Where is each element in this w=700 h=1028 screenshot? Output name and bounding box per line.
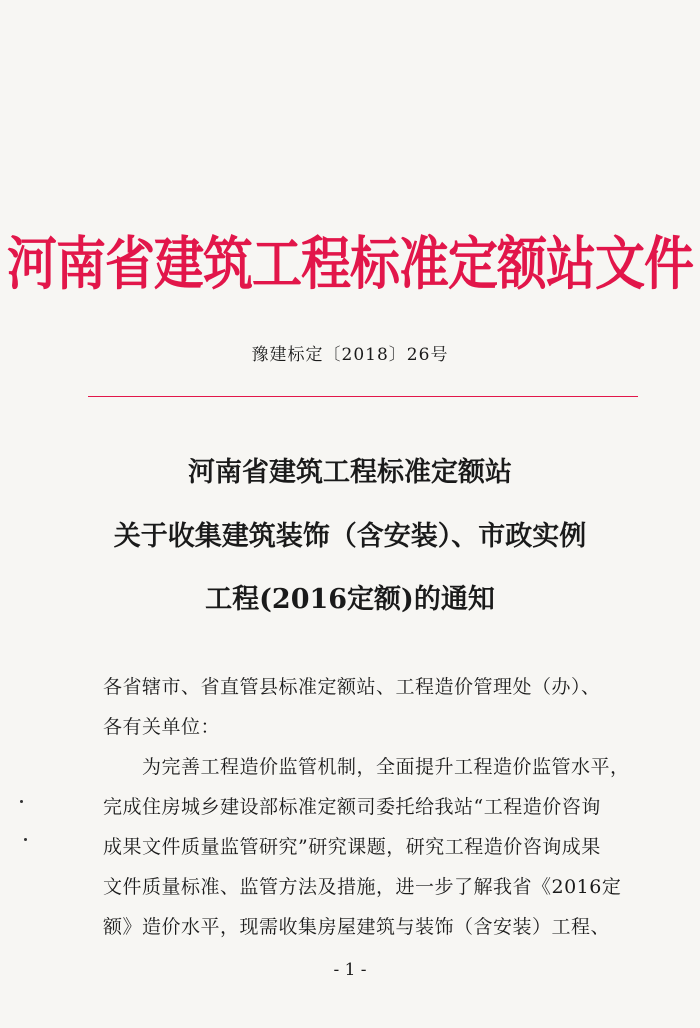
scan-speck (24, 838, 27, 841)
page-number: - 1 - (333, 960, 367, 980)
body-paragraph-line: 文件质量标准、监管方法及措施，进一步了解我省《2016定 (103, 876, 622, 898)
notice-title-line-1: 河南省建筑工程标准定额站 (188, 457, 512, 488)
body-paragraph-line: 为完善工程造价监管机制，全面提升工程造价监管水平， (142, 756, 630, 778)
body-paragraph-line: 成果文件质量监管研究”研究课题，研究工程造价咨询成果 (103, 836, 601, 858)
document-number: 豫建标定〔2018〕26号 (251, 345, 449, 365)
addressee-line-1: 各省辖市、省直管县标准定额站、工程造价管理处（办）、 (103, 676, 601, 698)
body-paragraph-line: 额》造价水平，现需收集房屋建筑与装饰（含安装）工程、 (103, 916, 611, 938)
red-divider-line (88, 396, 638, 397)
organization-header: 河南省建筑工程标准定额站文件 (7, 230, 693, 298)
notice-title-line-3: 工程(2016定额)的通知 (205, 584, 495, 615)
addressee-line-2: 各有关单位： (103, 716, 221, 738)
body-paragraph-line: 完成住房城乡建设部标准定额司委托给我站“工程造价咨询 (103, 796, 601, 818)
scan-speck (20, 800, 23, 803)
notice-title-line-2: 关于收集建筑装饰（含安装）、市政实例 (113, 521, 587, 552)
